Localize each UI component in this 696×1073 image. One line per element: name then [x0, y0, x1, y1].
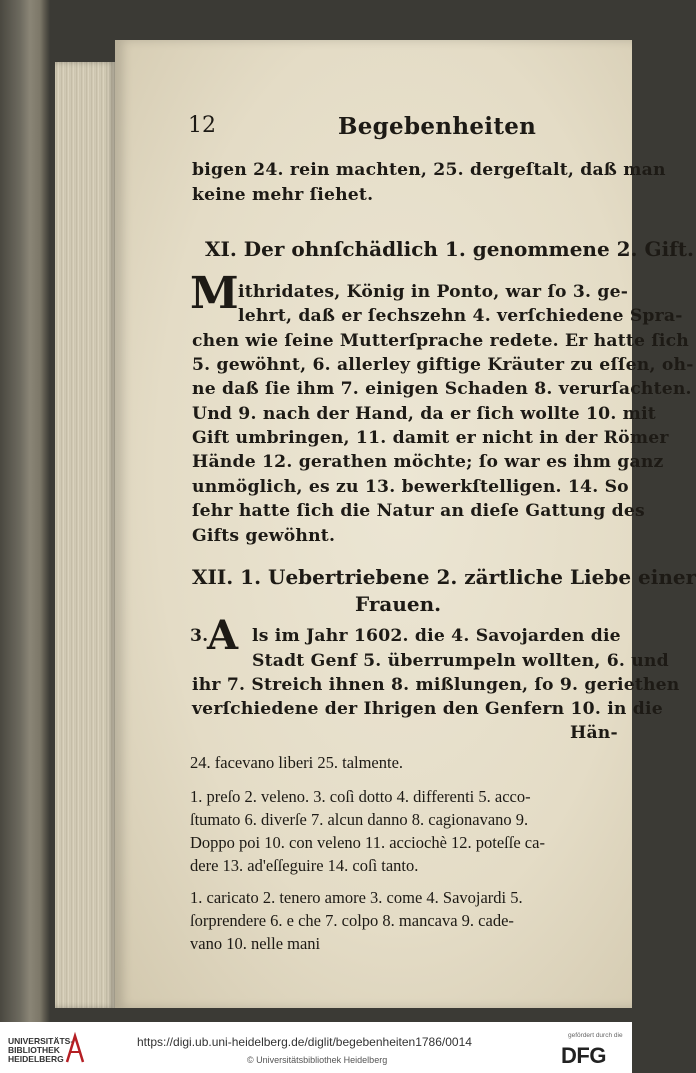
- text-line: unmöglich, es zu 13. bewerkſtelligen. 14. So: [192, 477, 629, 497]
- book-fore-edge: [55, 62, 115, 1008]
- text-line: ſehr hatte ſich die Natur an dieſe Gattung des: [192, 501, 645, 521]
- text-line: lehrt, daß er ſechszehn 4. verſchiedene Spra-: [238, 306, 683, 326]
- drop-cap: A: [207, 612, 239, 659]
- text-line: Und 9. nach der Hand, da er ſich wollte 10. mit: [192, 404, 656, 424]
- text-line: 3.: [190, 626, 209, 646]
- text-line: ihr 7. Streich ihnen 8. mißlungen, ſo 9. geriethen: [192, 675, 680, 695]
- library-logo: [8, 1037, 73, 1064]
- dfg-logo: DFG: [561, 1043, 606, 1068]
- footnote-line: ſorprendere 6. e che 7. colpo 8. mancava 9. cade-: [190, 911, 514, 930]
- text-line: Stadt Genf 5. überrumpeln wollten, 6. und: [252, 651, 669, 671]
- text-line: ne daß ſie ihm 7. einigen Schaden 8. verurſachten.: [192, 379, 692, 399]
- drop-cap: M: [190, 268, 239, 319]
- footnote-line: 1. preſo 2. veleno. 3. coſì dotto 4. differenti 5. acco-: [190, 787, 531, 806]
- footnote-line: vano 10. nelle mani: [190, 934, 321, 953]
- footnote-line: ſtumato 6. diverſe 7. alcun danno 8. cagionavano 9.: [190, 810, 529, 829]
- text-line: ithridates, König in Ponto, war ſo 3. ge-: [238, 282, 629, 302]
- page-number: 12: [188, 113, 216, 138]
- copyright-notice: © Universitätsbibliothek Heidelberg: [247, 1055, 388, 1065]
- footnote-line: dere 13. ad'eſſeguire 14. coſì tanto.: [190, 856, 419, 875]
- text-line: ls im Jahr 1602. die 4. Savojarden die: [252, 626, 621, 646]
- section-heading-xii: XII. 1. Uebertriebene 2. zärtliche Liebe einer: [192, 565, 696, 589]
- footnote-line: 1. caricato 2. tenero amore 3. come 4. Savojardi 5.: [190, 888, 523, 907]
- text-line: chen wie ſeine Mutterſprache redete. Er hatte ſich: [192, 331, 690, 351]
- footnote-line: 24. facevano liberi 25. talmente.: [190, 753, 404, 772]
- text-line: Hände 12. gerathen möchte; ſo war es ihm ganz: [192, 452, 664, 472]
- text-line: 5. gewöhnt, 6. allerley giftige Kräuter zu eſſen, oh-: [192, 355, 694, 375]
- text-line: verſchiedene der Ihrigen den Genfern 10. in die: [192, 699, 663, 719]
- section-heading-xi: XI. Der ohnſchädlich 1. genommene 2. Gift.: [205, 237, 694, 261]
- section-heading-xii-cont: Frauen.: [355, 592, 442, 616]
- text-line: bigen 24. rein machten, 25. dergeſtalt, daß man: [192, 160, 666, 180]
- running-title: Begebenheiten: [338, 113, 537, 140]
- text-line: Hän-: [570, 723, 618, 743]
- text-line: Gift umbringen, 11. damit er nicht in der Römer: [192, 428, 669, 448]
- text-line: Gifts gewöhnt.: [192, 526, 336, 546]
- funder-note: gefördert durch die: [568, 1032, 623, 1039]
- library-emblem-icon: [65, 1034, 85, 1064]
- library-logo-line: UNIVERSITÄTS-: [8, 1036, 74, 1046]
- library-logo-line: BIBLIOTHEK: [8, 1045, 60, 1055]
- permalink-url[interactable]: https://digi.ub.uni-heidelberg.de/diglit/begebenheiten1786/0014: [137, 1035, 472, 1049]
- library-logo-line: HEIDELBERG: [8, 1054, 64, 1064]
- footnote-line: Doppo poi 10. con veleno 11. acciochè 12. poteſſe ca-: [190, 833, 545, 852]
- text-line: keine mehr ſiehet.: [192, 185, 374, 205]
